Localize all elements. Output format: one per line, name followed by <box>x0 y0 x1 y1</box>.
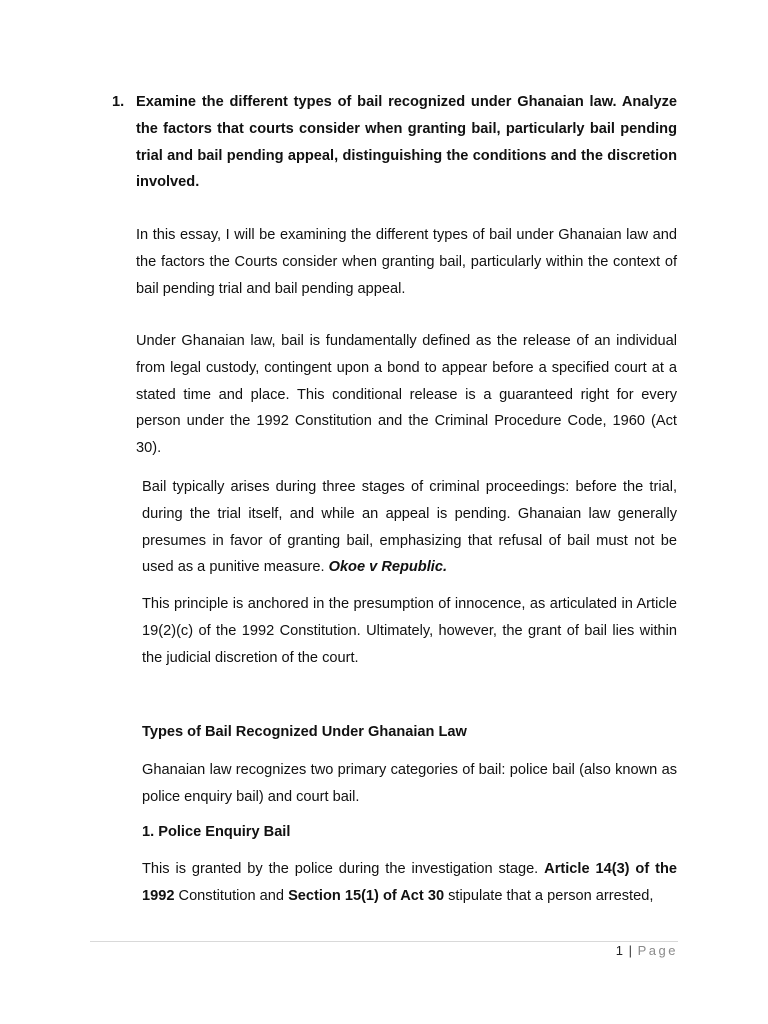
footer-divider <box>90 941 678 942</box>
question-block <box>112 89 677 196</box>
question-text: Examine the different types of bail recognized under Ghanaian law. Analyze the factors that courts consider when granting bail, particularly bail pending trial and bail pending appeal, distinguishing the conditions and the discretion involved. <box>136 94 677 191</box>
page-footer <box>616 942 678 960</box>
definition-paragraph: Under Ghanaian law, bail is fundamentally defined as the release of an individual from legal custody, contingent upon a bond to appear before a specified court at a stated time and place. This conditional release is a guaranteed right for every person under the 1992 Constitution and the Criminal Procedure Code, 1960 (Act 30). <box>136 333 677 457</box>
page-label: Page <box>637 943 678 958</box>
types-heading: Types of Bail Recognized Under Ghanaian Law <box>142 724 467 740</box>
case-citation: Okoe v Republic. <box>328 559 447 576</box>
footer-separator: | <box>628 943 632 958</box>
principle-paragraph: This principle is anchored in the presumption of innocence, as articulated in Article 19(2)(c) of the 1992 Constitution. Ultimately, however, the grant of bail lies within the judicial discretion of the court. <box>142 596 677 666</box>
police-bail-heading: 1. Police Enquiry Bail <box>142 824 291 840</box>
police-text-1: This is granted by the police during the investigation stage. <box>142 861 539 877</box>
page-number: 1 <box>615 943 623 958</box>
police-text-3: stipulate that a person arrested, <box>448 887 654 904</box>
police-bold-2: Section 15(1) of Act 30 <box>288 887 445 904</box>
stages-text: Bail typically arises during three stages of criminal proceedings: before the trial, during the trial itself, and while an appeal is pending. Ghanaian law generally presumes in favor of granting bail, emphasizing that refusal of bail must not be used as a punitive measure. <box>142 479 677 576</box>
types-paragraph: Ghanaian law recognizes two primary categories of bail: police bail (also known as police enquiry bail) and court bail. <box>142 762 677 805</box>
police-bail-paragraph <box>142 856 677 910</box>
police-bold-1: Article 14(3) of the 1992 <box>142 861 677 904</box>
stages-paragraph <box>142 474 677 581</box>
police-text-2: Constitution and <box>178 887 285 904</box>
question-number: 1. <box>112 94 125 110</box>
intro-paragraph: In this essay, I will be examining the different types of bail under Ghanaian law and the factors the Courts consider when granting bail, particularly within the context of bail pending trial and bail pending appeal. <box>136 227 677 297</box>
